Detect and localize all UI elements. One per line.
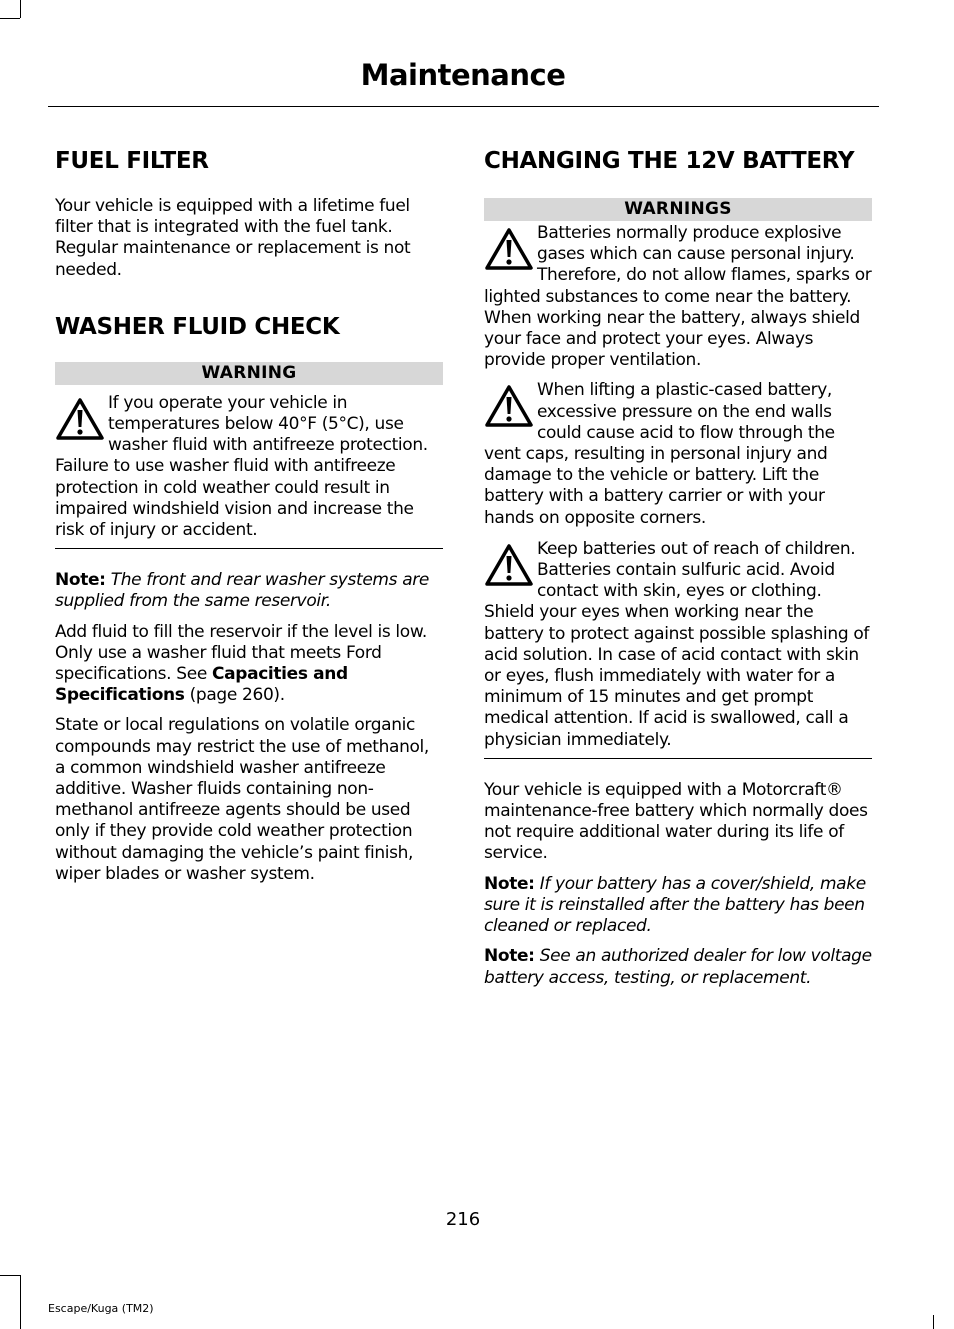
warning-text: If you operate your vehicle in temperatures below 40°F (5°C), use washer fluid with antifreeze protection. Failure to use washer fluid with antifreeze protection in cold weather could result in impaired windshield vision and increase the risk of injury or accident. bbox=[55, 392, 428, 541]
warning-triangle-icon bbox=[484, 227, 534, 271]
crop-mark bbox=[0, 1275, 20, 1276]
fuel-filter-heading: FUEL FILTER bbox=[55, 148, 209, 174]
warning-text: When lifting a plastic-cased battery, excessive pressure on the end walls could cause acid to flow through the vent caps, resulting in personal injury and damage to the vehicle or battery. Lift the battery with a battery carrier or with your hands on opposite corners. bbox=[484, 380, 835, 528]
crop-mark bbox=[933, 1315, 934, 1329]
note-text: See an authorized dealer for low voltage battery access, testing, or replacement. bbox=[484, 946, 872, 988]
battery-heading: CHANGING THE 12V BATTERY bbox=[484, 148, 855, 174]
washer-regulations-paragraph: State or local regulations on volatile organic compounds may restrict the use of methanol, a common windshield washer antifreeze additive. Washer fluids containing non-methanol antifreeze agents should be used only if they provide cold weather protection without damaging the vehicle’s paint finish, wiper blades or washer system. bbox=[55, 715, 429, 884]
warning-end-rule bbox=[55, 548, 443, 549]
warning-end-rule bbox=[484, 758, 872, 759]
page-reference: (page 260). bbox=[189, 685, 285, 706]
page-number: 216 bbox=[445, 1209, 481, 1230]
warning-item bbox=[484, 223, 872, 371]
note-label: Note: bbox=[55, 570, 106, 591]
battery-note-dealer bbox=[484, 946, 872, 988]
crop-mark bbox=[0, 18, 20, 19]
fuel-filter-body: Your vehicle is equipped with a lifetime fuel filter that is integrated with the fuel tank. Regular maintenance or replacement is not needed. bbox=[55, 196, 411, 280]
warning-triangle-icon bbox=[484, 543, 534, 587]
warning-item bbox=[484, 380, 872, 528]
warning-triangle-icon bbox=[484, 384, 534, 428]
note-label: Note: bbox=[484, 946, 535, 967]
crop-mark bbox=[20, 1275, 21, 1329]
left-column bbox=[55, 146, 443, 885]
battery-note-cover bbox=[484, 874, 872, 938]
warning-text: Batteries normally produce explosive gases which can cause personal injury. Therefore, do not allow flames, sparks or lighted substances to come near the battery. When working near the battery, always shield your face and protect your eyes. Always provide proper ventilation. bbox=[484, 223, 872, 371]
footer-model: Escape/Kuga (TM2) bbox=[48, 1302, 154, 1315]
page-title: Maintenance bbox=[360, 58, 566, 92]
warning-item bbox=[484, 539, 872, 751]
warning-triangle-icon bbox=[55, 397, 105, 441]
warning-text: Keep batteries out of reach of children. Batteries contain sulfuric acid. Avoid contact with skin, eyes or clothing. Shield your eyes when working near the battery to protect against possible splashing of acid solution. In case of acid contact with skin or eyes, flush immediately with water for a minimum of 15 minutes and get prompt medical attention. If acid is swallowed, call a physician immediately. bbox=[484, 538, 870, 750]
title-divider bbox=[48, 106, 879, 107]
crop-mark bbox=[20, 0, 21, 18]
paragraph-text: Add fluid to fill the reservoir if the level is low. Only use a washer fluid that meets Ford specifications. See bbox=[55, 621, 427, 685]
warnings-header: WARNINGS bbox=[484, 198, 872, 221]
note-text: The front and rear washer systems are supplied from the same reservoir. bbox=[55, 570, 430, 612]
capacities-specifications-link[interactable]: Capacities and Specifications bbox=[55, 664, 348, 706]
battery-body: Your vehicle is equipped with a Motorcraft® maintenance-free battery which normally does not require additional water during its life of service. bbox=[484, 779, 868, 864]
warning-header: WARNING bbox=[55, 362, 443, 385]
washer-fluid-heading: WASHER FLUID CHECK bbox=[55, 313, 340, 340]
right-column bbox=[484, 146, 872, 989]
washer-add-fluid-paragraph bbox=[55, 622, 443, 707]
note-text: If your battery has a cover/shield, make sure it is reinstalled after the battery has been cleaned or replaced. bbox=[484, 873, 866, 937]
washer-note bbox=[55, 570, 443, 612]
note-label: Note: bbox=[484, 873, 535, 894]
warning-box bbox=[55, 393, 443, 541]
